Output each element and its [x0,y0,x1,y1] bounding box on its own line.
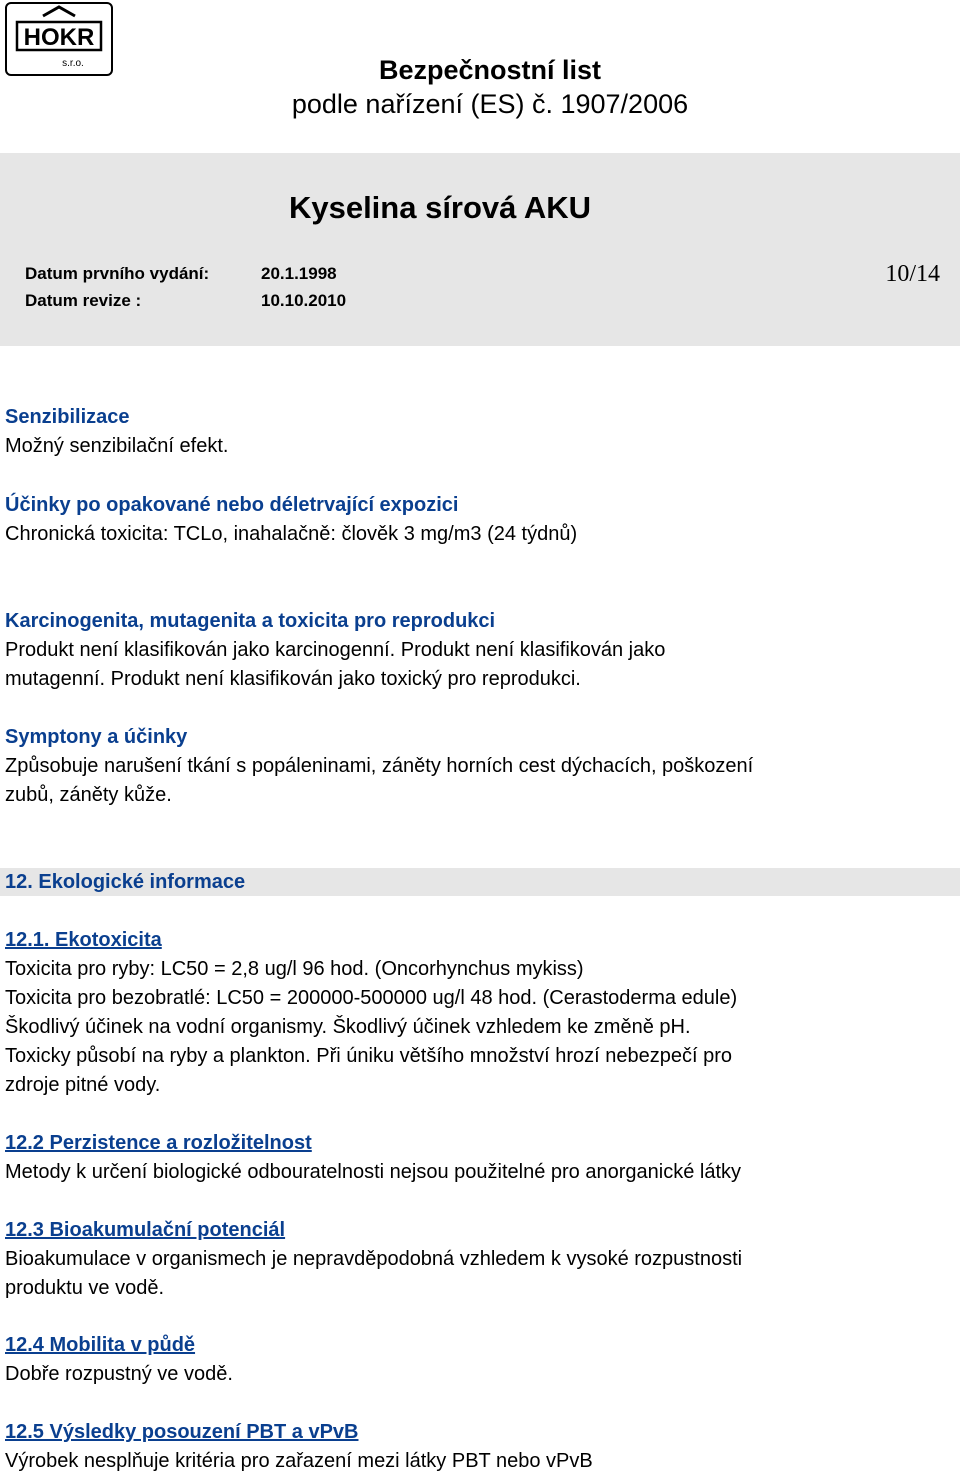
persistence-heading: 12.2 Perzistence a rozložitelnost [5,1132,312,1154]
title-line-2: podle nařízení (ES) č. 1907/2006 [291,89,689,119]
sensitization-text: Možný senzibilační efekt. [5,435,229,457]
ecotoxicity-line-3: Škodlivý účinek na vodní organismy. Škodlivý účinek vzhledem ke změně pH. [5,1016,691,1038]
ecotoxicity-line-5: zdroje pitné vody. [5,1074,161,1096]
product-header-box [0,153,960,346]
ecotoxicity-heading: 12.1. Ekotoxicita [5,929,162,951]
section-12-bar [0,868,960,896]
first-issue-label: Datum prvního vydání: [25,264,210,283]
symptoms-heading: Symptony a účinky [5,726,188,748]
cmr-section [5,607,955,694]
persistence-section [5,1129,955,1187]
logo-subtext: s.r.o. [62,58,84,69]
bioaccumulation-line-1: Bioakumulace v organismech je nepravděpodobná vzhledem k vysoké rozpustnosti [5,1248,743,1270]
ecotoxicity-line-2: Toxicita pro bezobratlé: LC50 = 200000-500000 ug/l 48 hod. (Cerastoderma edule) [5,987,738,1009]
first-issue-row [25,264,337,284]
cmr-line-2: mutagenní. Produkt není klasifikován jako toxický pro reprodukci. [5,668,581,690]
sensitization-heading: Senzibilizace [5,406,130,428]
symptoms-line-2: zubů, záněty kůže. [5,784,172,806]
sensitization-section [5,403,955,461]
bioaccumulation-line-2: produktu ve vodě. [5,1277,164,1299]
pbt-heading: 12.5 Výsledky posouzení PBT a vPvB [5,1421,359,1443]
symptoms-line-1: Způsobuje narušení tkání s popáleninami, záněty horních cest dýchacích, poškození [5,755,754,777]
repeated-exposure-section [5,491,955,549]
cmr-heading: Karcinogenita, mutagenita a toxicita pro reprodukci [5,610,496,632]
bioaccumulation-heading: 12.3 Bioakumulační potenciál [5,1219,286,1241]
cmr-line-1: Produkt není klasifikován jako karcinogenní. Produkt není klasifikován jako [5,639,666,661]
ecotoxicity-section [5,926,955,1100]
product-name: Kyselina sírová AKU [288,190,592,225]
mobility-section [5,1331,955,1389]
mobility-heading: 12.4 Mobilita v půdě [5,1334,196,1356]
pbt-text: Výrobek nesplňuje kritéria pro zařazení mezi látky PBT nebo vPvB [5,1450,593,1472]
mobility-text: Dobře rozpustný ve vodě. [5,1363,233,1385]
ecotoxicity-line-4: Toxicky působí na ryby a plankton. Při úniku většího množství hrozí nebezpečí pro [5,1045,733,1067]
pbt-section [5,1418,955,1476]
document-title [200,53,780,121]
title-line-1: Bezpečnostní list [378,55,602,85]
revision-label: Datum revize : [25,291,142,310]
repeated-exposure-text: Chronická toxicita: TCLo, inahalačně: člověk 3 mg/m3 (24 týdnů) [5,523,578,545]
persistence-text: Metody k určení biologické odbouratelnosti nejsou použitelné pro anorganické látky [5,1161,742,1183]
first-issue-date: 20.1.1998 [261,264,337,283]
revision-row [25,291,346,311]
ecotoxicity-line-1: Toxicita pro ryby: LC50 = 2,8 ug/l 96 hod. (Oncorhynchus mykiss) [5,958,584,980]
section-12-heading: 12. Ekologické informace [5,871,246,893]
company-logo [5,2,113,76]
revision-date: 10.10.2010 [261,291,347,310]
bioaccumulation-section [5,1216,955,1303]
page-number: 10/14 [885,261,940,287]
symptoms-section [5,723,955,810]
logo-wordmark: HOKR [23,24,95,51]
repeated-exposure-heading: Účinky po opakované nebo déletrvající expozici [5,494,459,516]
